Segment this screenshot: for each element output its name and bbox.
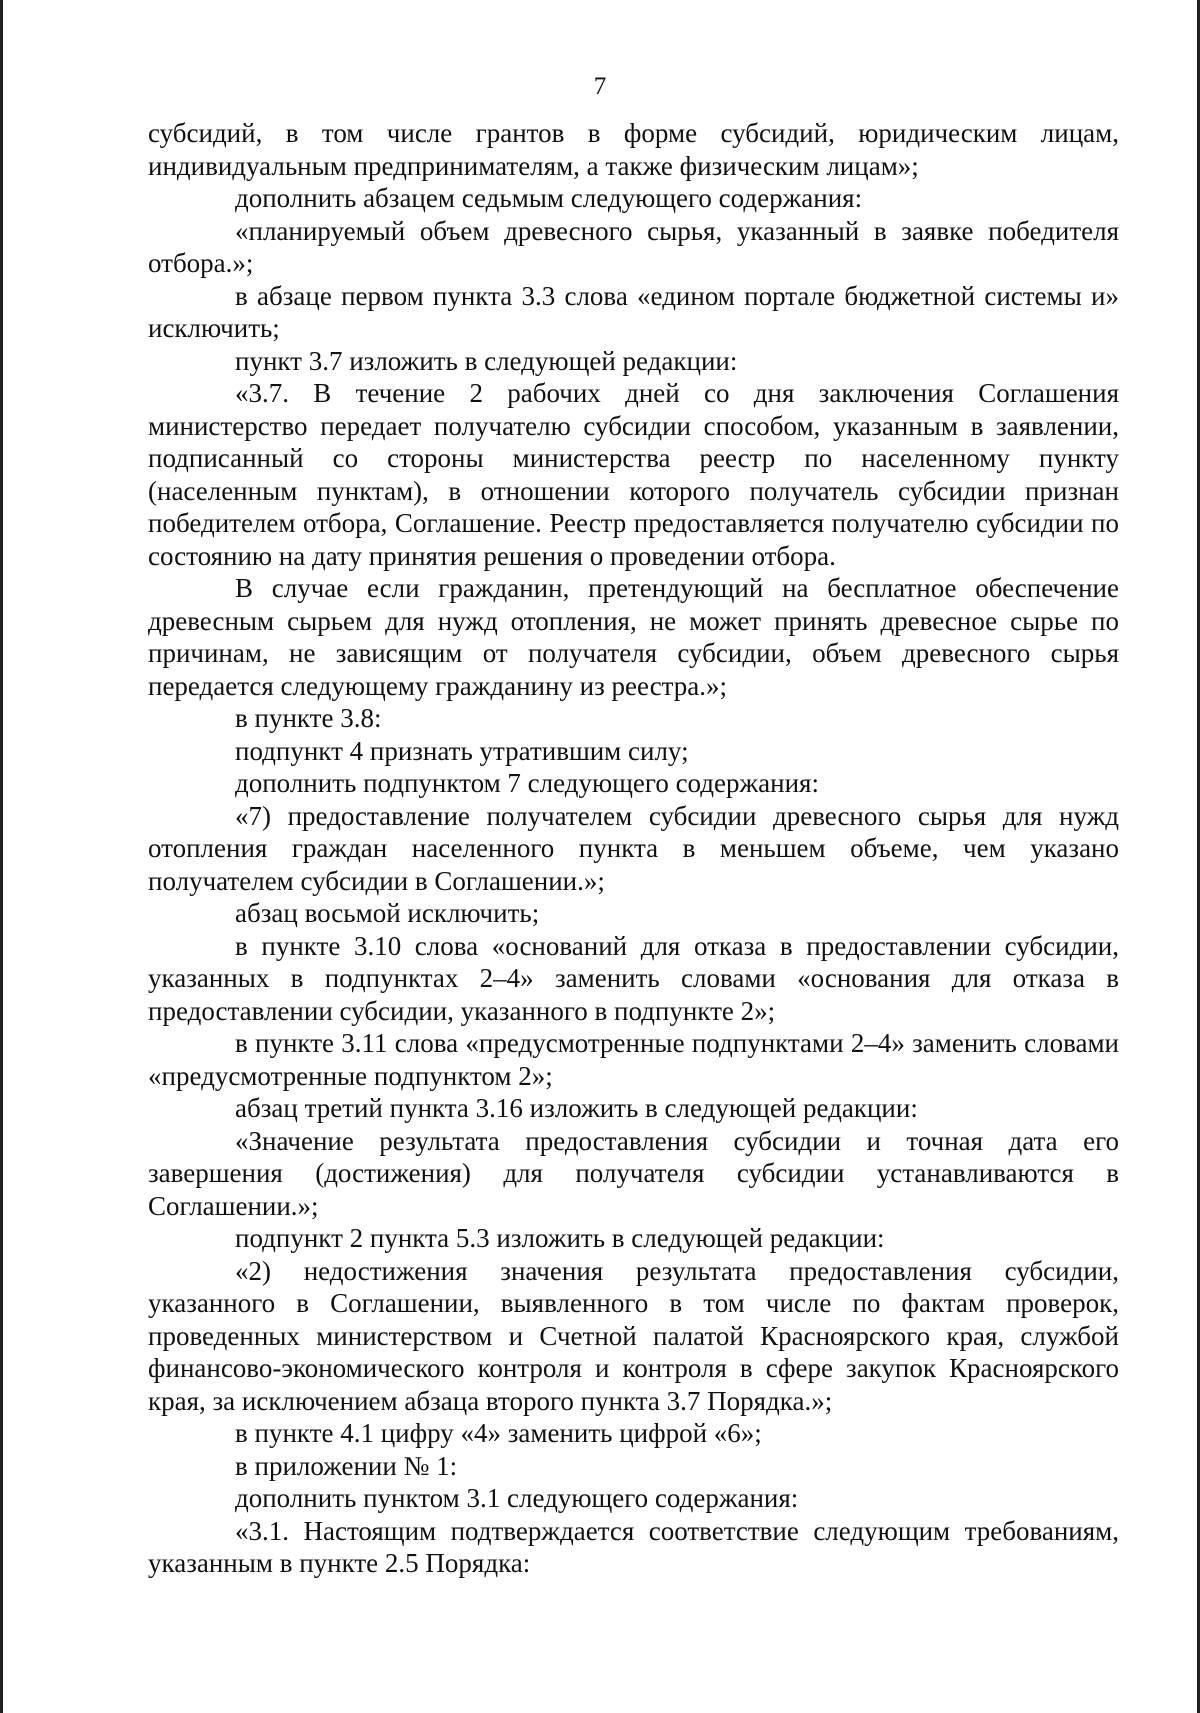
paragraph: в абзаце первом пункта 3.3 слова «едином портале бюджетной системы и» исключить; — [148, 280, 1119, 343]
paragraph: пункт 3.7 изложить в следующей редакции: — [235, 345, 738, 376]
paragraph: подпункт 2 пункта 5.3 изложить в следующей редакции: — [235, 1223, 885, 1253]
scan-edge-left — [0, 0, 3, 1713]
paragraph: дополнить абзацем седьмым следующего содержания: — [235, 183, 863, 213]
paragraph: «3.7. В течение 2 рабочих дней со дня заключения Соглашения министерство передает получателю субсидии способом, указанным в заявлении, подписанный со стороны министерства реестр по населенному пункту (населенным пунктам), в отношении которого получатель субсидии признан победителем отбора, Соглашение. Реестр предоставляется получателю субсидии по состоянию на дату принятия решения о проведении отбора. — [148, 378, 1119, 571]
page-number: 7 — [593, 73, 607, 100]
paragraph: «Значение результата предоставления субсидии и точная дата его завершения (достижения) для получателя субсидии устанавливаются в Соглашении.»; — [148, 1125, 1119, 1221]
paragraph: «2) недостижения значения результата предоставления субсидии, указанного в Соглашении, выявленного в том числе по фактам проверок, проведенных министерством и Счетной палатой Красноярского края, службой финансово-экономического контроля и контроля в сфере закупок Красноярского края, за исключением абзаца второго пункта 3.7 Порядка.»; — [148, 1255, 1119, 1416]
paragraph: «планируемый объем древесного сырья, указанный в заявке победителя отбора.»; — [148, 215, 1119, 278]
paragraph: в приложении № 1: — [235, 1450, 458, 1481]
paragraph: абзац третий пункта 3.16 изложить в следующей редакции: — [235, 1093, 918, 1123]
paragraph: «3.1. Настоящим подтверждается соответствие следующим требованиям, указанным в пункте 2.5 Порядка: — [148, 1515, 1119, 1578]
paragraph: дополнить подпунктом 7 следующего содержания: — [235, 768, 819, 798]
paragraph: в пункте 4.1 цифру «4» заменить цифрой «6»; — [235, 1418, 762, 1448]
paragraph: субсидий, в том числе грантов в форме субсидий, юридическим лицам, индивидуальным предпринимателям, а также физическим лицам»; — [148, 118, 1119, 181]
document-body — [148, 117, 1119, 1580]
paragraph: абзац восьмой исключить; — [235, 898, 540, 928]
paragraph: подпункт 4 признать утратившим силу; — [235, 735, 689, 766]
paragraph: в пункте 3.11 слова «предусмотренные подпунктами 2–4» заменить словами «предусмотренные подпунктом 2»; — [148, 1028, 1119, 1091]
paragraph: В случае если гражданин, претендующий на бесплатное обеспечение древесным сырьем для нужд отопления, не может принять древесное сырье по причинам, не зависящим от получателя субсидии, объем древесного сырья передается следующему гражданину из реестра.»; — [148, 573, 1119, 701]
paragraph: в пункте 3.10 слова «оснований для отказа в предоставлении субсидии, указанных в подпунктах 2–4» заменить словами «основания для отказа в предоставлении субсидии, указанного в подпункте 2»; — [148, 930, 1119, 1026]
paragraph: «7) предоставление получателем субсидии древесного сырья для нужд отопления граждан населенного пункта в меньшем объеме, чем указано получателем субсидии в Соглашении.»; — [148, 800, 1119, 896]
paragraph: в пункте 3.8: — [235, 703, 382, 733]
paragraph: дополнить пунктом 3.1 следующего содержания: — [235, 1483, 799, 1513]
